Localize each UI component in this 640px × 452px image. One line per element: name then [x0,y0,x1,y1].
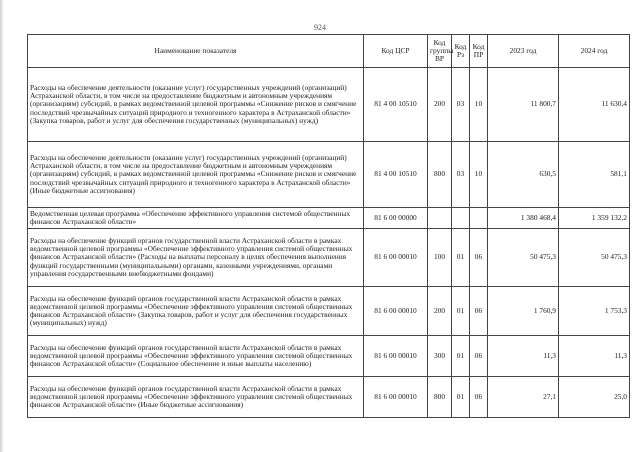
row-pr [470,208,488,229]
row-vr: 800 [428,377,452,418]
row-pr: 10 [470,68,488,142]
row-csr: 81 6 00 00010 [364,336,428,377]
row-pr: 06 [470,336,488,377]
row-2024: 11 630,4 [559,68,630,142]
scan-edge-shadow [0,0,4,452]
row-rz: 03 [452,68,470,142]
row-2023: 11 800,7 [488,68,559,142]
row-csr: 81 6 00 00000 [364,208,428,229]
row-2024: 1 359 132,2 [559,208,630,229]
table-header-row [28,35,630,68]
row-name: Расходы на обеспечение деятельности (оказание услуг) государственных учреждений (организаций) Астраханской области, в том числе на предоставление бюджетным и автономным учреждениям (организациям) субсидий, в рамках ведомственной целевой программы «Снижение рисков и смягчение последствий чрезвычайных ситуаций природного и техногенного характера в Астраханской области» (Закупка товаров, работ и услуг для обеспечения государственных (муниципальных) нужд) [28,68,364,142]
header-2024: 2024 год [559,35,630,68]
header-pr: Код ПР [470,35,488,68]
header-rz: Код Рз [452,35,470,68]
row-name: Расходы на обеспечение функций органов государственной власти Астраханской области в рамках ведомственной целевой программы «Обеспечение эффективного управления системой общественных финансов Астраханской области» (Иные бюджетные ассигнования) [28,377,364,418]
row-name: Расходы на обеспечение функций органов государственной власти Астраханской области в рамках ведомственной целевой программы «Обеспечение эффективного управления системой общественных финансов Астраханской области» (Закупка товаров, работ и услуг для обеспечения государственных (муниципальных) нужд) [28,287,364,336]
table-row [28,68,630,142]
row-2023: 27,1 [488,377,559,418]
row-2024: 11,3 [559,336,630,377]
row-rz: 01 [452,336,470,377]
row-2023: 1 380 468,4 [488,208,559,229]
header-vr: Код группы ВР [428,35,452,68]
row-rz: 03 [452,142,470,208]
row-csr: 81 4 00 10510 [364,68,428,142]
row-vr [428,208,452,229]
row-vr: 200 [428,68,452,142]
table-row [28,208,630,229]
row-2024: 25,0 [559,377,630,418]
row-rz: 01 [452,229,470,287]
row-rz: 01 [452,287,470,336]
row-2023: 50 475,3 [488,229,559,287]
row-pr: 06 [470,229,488,287]
table-row [28,377,630,418]
page-number: 924 [314,23,326,32]
table-row [28,336,630,377]
row-csr: 81 4 00 10510 [364,142,428,208]
row-csr: 81 6 00 00010 [364,377,428,418]
row-vr: 100 [428,229,452,287]
table-row [28,142,630,208]
row-vr: 800 [428,142,452,208]
row-pr: 06 [470,287,488,336]
budget-table [27,34,630,418]
row-csr: 81 6 00 00010 [364,287,428,336]
header-name: Наименование показателя [28,35,364,68]
table-row [28,229,630,287]
row-name: Расходы на обеспечение деятельности (оказание услуг) государственных учреждений (организаций) Астраханской области, в том числе на предоставление бюджетным и автономным учреждениям (организациям) субсидий, в рамках ведомственной целевой программы «Снижение рисков и смягчение последствий чрезвычайных ситуаций природного и техногенного характера в Астраханской области» (Иные бюджетные ассигнования) [28,142,364,208]
header-csr: Код ЦСР [364,35,428,68]
row-2024: 50 475,3 [559,229,630,287]
row-pr: 10 [470,142,488,208]
row-2024: 1 753,3 [559,287,630,336]
row-csr: 81 6 00 00010 [364,229,428,287]
header-2023: 2023 год [488,35,559,68]
row-name: Расходы на обеспечение функций органов государственной власти Астраханской области в рамках ведомственной целевой программы «Обеспечение эффективного управления системой общественных финансов Астраханской области» (Социальное обеспечение и иные выплаты населению) [28,336,364,377]
row-rz: 01 [452,377,470,418]
row-2023: 630,5 [488,142,559,208]
row-2023: 11,3 [488,336,559,377]
table-row [28,287,630,336]
row-pr: 06 [470,377,488,418]
row-vr: 300 [428,336,452,377]
row-rz [452,208,470,229]
row-name: Расходы на обеспечение функций органов государственной власти Астраханской области в рамках ведомственной целевой программы «Обеспечение эффективного управления системой общественных финансов Астраханской области» (Расходы на выплаты персоналу в целях обеспечения выполнения функций государственными (муниципальными) органами, казенными учреждениями, органами управления государственными внебюджетными фондами) [28,229,364,287]
row-2023: 1 760,9 [488,287,559,336]
row-name: Ведомственная целевая программа «Обеспечение эффективного управления системой общественных финансов Астраханской области» [28,208,364,229]
row-vr: 200 [428,287,452,336]
row-2024: 581,1 [559,142,630,208]
